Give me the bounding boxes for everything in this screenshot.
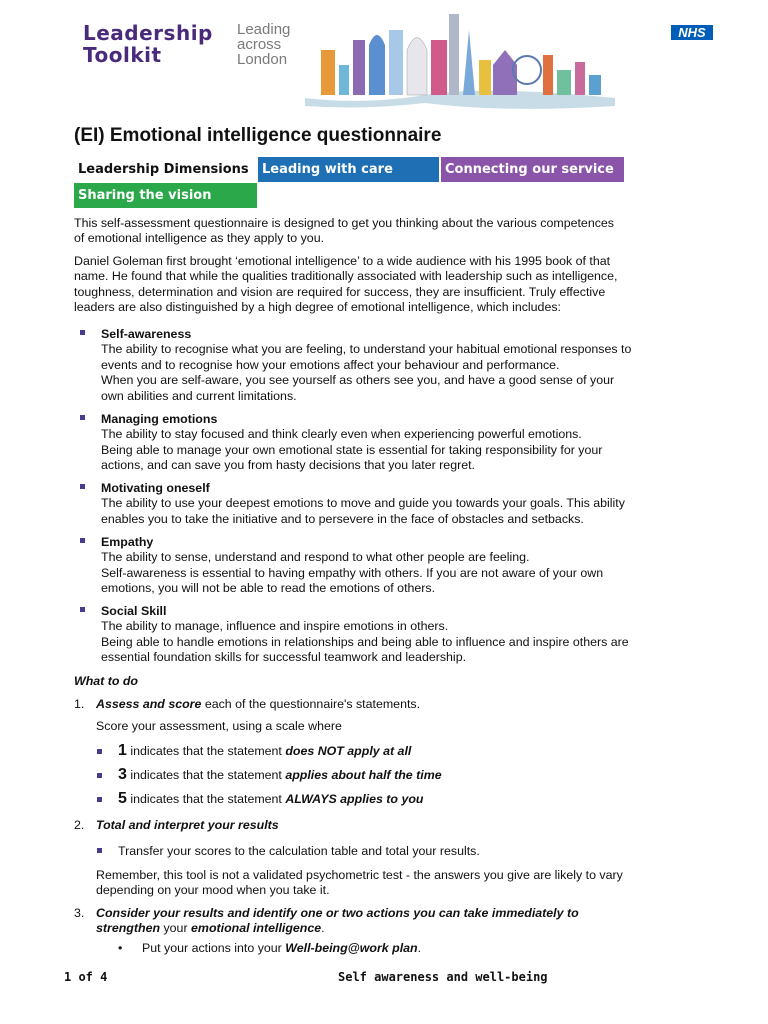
footer-section-title: Self awareness and well-being <box>338 970 548 984</box>
competence-empathy: Empathy The ability to sense, understand and respond to what other people are feeling. Self-awareness is essential to having empathy with others. If you are not aware of your own emotions, you will not be able to read the emotions of others. <box>80 535 720 597</box>
competence-self-awareness: Self-awareness The ability to recognise what you are feeling, to understand your habitual emotional responses to events and to recognise how your emotions affect your behaviour and performance. When you are self-aware, you see yourself as others see you, and have a good sense of your own abilities and current limitations. <box>80 327 720 404</box>
nhs-logo: NHS <box>671 25 713 40</box>
bullet-square-icon <box>97 749 102 754</box>
dimension-leading-with-care: Leading with care <box>258 157 439 182</box>
london-skyline-illustration <box>305 10 615 110</box>
dimension-connecting-our-service: Connecting our service <box>441 157 624 182</box>
bullet-square-icon <box>97 773 102 778</box>
scale-item-3: 3 indicates that the statement applies about half the time <box>97 767 442 783</box>
leadership-toolkit-logo: Leadership Toolkit <box>83 21 213 67</box>
step-2-bullet: Transfer your scores to the calculation table and total your results. <box>97 844 480 859</box>
leading-across-london-logo: Leading across London <box>237 21 291 68</box>
page-title: (EI) Emotional intelligence questionnaire <box>74 125 442 146</box>
bullet-square-icon <box>97 797 102 802</box>
step-2: 2. Total and interpret your results <box>74 818 279 832</box>
dimension-sharing-the-vision: Sharing the vision <box>74 183 257 208</box>
step-1: 1. Assess and score each of the questionnaire's statements. <box>74 697 421 711</box>
intro-paragraph: This self-assessment questionnaire is designed to get you thinking about the various competences of emotional intelligence as they apply to you. <box>74 216 614 246</box>
competence-managing-emotions: Managing emotions The ability to stay focused and think clearly even when experiencing powerful emotions. Being able to manage your own emotional state is essential for taking responsibility for your actions, and can save you from hasty decisions that you later regret. <box>80 412 720 474</box>
bullet-square-icon <box>80 538 85 543</box>
step-3-bullet: • Put your actions into your Well-being@work plan. <box>118 941 422 955</box>
bullet-square-icon <box>80 330 85 335</box>
bullet-square-icon <box>80 607 85 612</box>
step-2-note: Remember, this tool is not a validated psychometric test - the answers you give are likely to vary depending on your mood when you take it. <box>96 868 623 898</box>
bullet-square-icon <box>97 848 102 853</box>
bullet-square-icon <box>80 484 85 489</box>
goleman-paragraph: Daniel Goleman first brought ‘emotional intelligence’ to a wide audience with his 1995 book of that name. He found that while the qualities traditionally associated with leadership such as intelligence, toughness, determination and vision are required for success, they are insufficient. Truly effective leaders are also distinguished by a high degree of emotional intelligence, which includes: <box>74 254 618 315</box>
bullet-square-icon <box>80 415 85 420</box>
leadership-dimensions-label: Leadership Dimensions <box>78 162 249 177</box>
competence-motivating-oneself: Motivating oneself The ability to use your deepest emotions to move and guide you towards your goals. This ability enables you to take the initiative and to persevere in the face of obstacles and setbacks. <box>80 481 720 527</box>
step-3: 3. Consider your results and identify one or two actions you can take immediately to strengthen your emotional intelligence. <box>74 906 579 936</box>
bullet-dot-icon: • <box>118 941 123 955</box>
what-to-do-heading: What to do <box>74 674 138 688</box>
page-number: 1 of 4 <box>64 970 108 984</box>
step-1-scale-intro: Score your assessment, using a scale where <box>96 719 342 733</box>
scale-item-1: 1 indicates that the statement does NOT apply at all <box>97 743 411 759</box>
competence-social-skill: Social Skill The ability to manage, influence and inspire emotions in others. Being able to handle emotions in relationships and being able to influence and inspire others are essential foundation skills for successful teamwork and leadership. <box>80 604 720 666</box>
scale-item-5: 5 indicates that the statement ALWAYS applies to you <box>97 791 423 807</box>
